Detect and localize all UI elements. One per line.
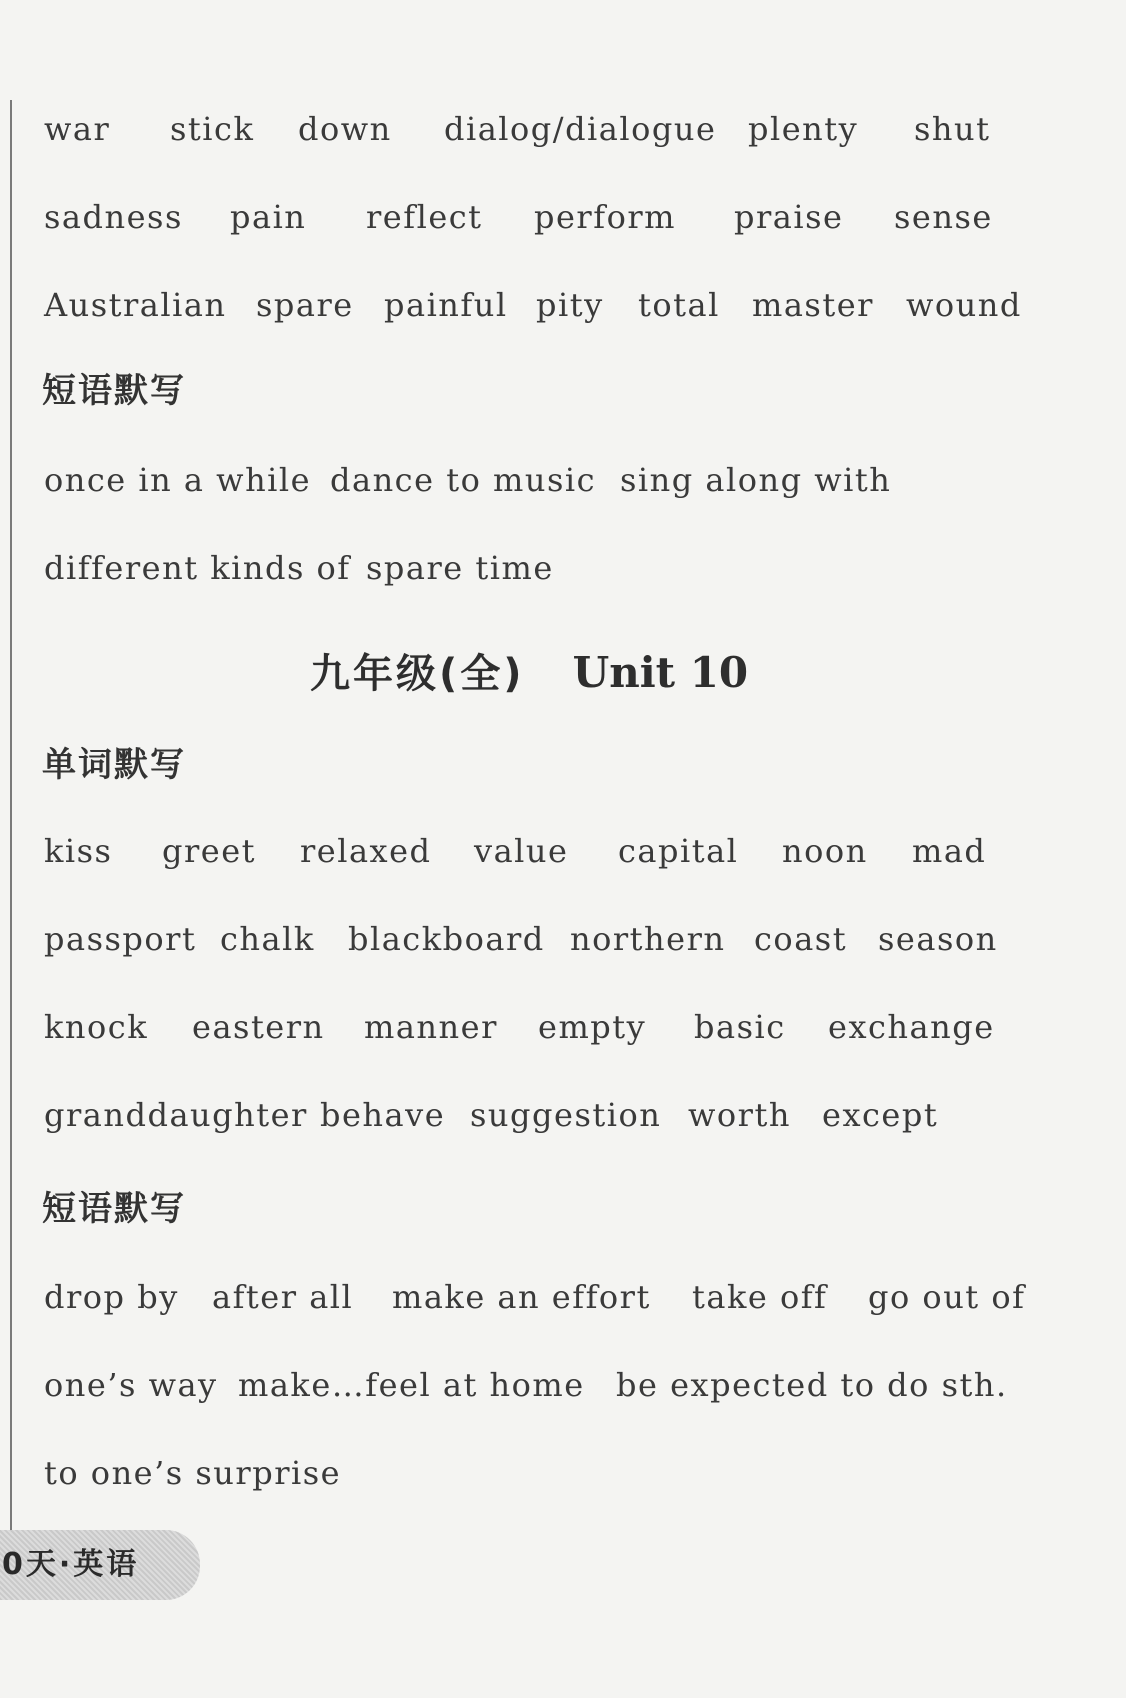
word-item: greet [162, 832, 257, 870]
phrase-item: make…feel at home [238, 1366, 585, 1404]
unit-title-grade: 九年级(全) [310, 651, 525, 697]
phrase-item: make an effort [392, 1278, 651, 1316]
phrase-item: spare time [366, 549, 554, 587]
footer-tab [0, 1530, 200, 1600]
word-item: passport [44, 920, 197, 958]
word-item: mad [912, 832, 987, 870]
phrase-item: sing along with [620, 461, 892, 499]
word-item: war [44, 110, 111, 148]
word-item: sadness [44, 198, 183, 236]
word-item: chalk [220, 920, 315, 958]
word-item: perform [534, 198, 676, 236]
word-item: eastern [192, 1008, 325, 1046]
phrase-section-label: 短语默写 [42, 371, 186, 411]
phrase-item: to one’s surprise [44, 1454, 342, 1492]
phrase-item: dance to music [330, 461, 597, 499]
word-item: relaxed [300, 832, 432, 870]
word-item: basic [694, 1008, 786, 1046]
word-item: sense [894, 198, 993, 236]
word-item: knock [44, 1008, 149, 1046]
word-item: coast [754, 920, 848, 958]
phrase-item: one’s way [44, 1366, 218, 1404]
word-item: season [878, 920, 998, 958]
word-item: suggestion [470, 1096, 662, 1134]
phrase-item: after all [212, 1278, 354, 1316]
word-item: wound [906, 286, 1022, 324]
word-item: exchange [828, 1008, 995, 1046]
word-item: granddaughter [44, 1096, 308, 1134]
word-item: master [752, 286, 874, 324]
word-item: reflect [366, 198, 483, 236]
word-item: spare [256, 286, 354, 324]
word-item: blackboard [348, 920, 545, 958]
page-margin-line [10, 100, 12, 1530]
phrase-item: go out of [868, 1278, 1026, 1316]
word-item: empty [538, 1008, 647, 1046]
word-item: plenty [748, 110, 859, 148]
word-item: shut [914, 110, 991, 148]
word-item: stick [170, 110, 255, 148]
phrase-item: once in a while [44, 461, 312, 499]
footer-text: 0天·英语 [2, 1547, 140, 1582]
word-item: kiss [44, 832, 113, 870]
unit-title [310, 645, 748, 710]
phrase-item: different kinds of [44, 549, 351, 587]
word-item: down [298, 110, 392, 148]
word-item: value [474, 832, 569, 870]
word-item: Australian [44, 286, 227, 324]
word-item: noon [782, 832, 868, 870]
word-item: except [822, 1096, 939, 1134]
phrase-section-label: 短语默写 [42, 1189, 186, 1229]
word-item: capital [618, 832, 739, 870]
word-item: northern [570, 920, 726, 958]
phrase-item: be expected to do sth. [616, 1366, 1008, 1404]
word-item: pain [230, 198, 307, 236]
unit-title-unit: Unit 10 [572, 648, 749, 697]
phrase-item: drop by [44, 1278, 179, 1316]
word-item: worth [688, 1096, 791, 1134]
phrase-item: take off [692, 1278, 828, 1316]
word-item: behave [320, 1096, 446, 1134]
word-item: total [638, 286, 720, 324]
word-item: pity [536, 286, 604, 324]
word-item: dialog/dialogue [444, 110, 717, 148]
word-section-label: 单词默写 [42, 745, 186, 785]
word-item: painful [384, 286, 508, 324]
word-item: manner [364, 1008, 498, 1046]
word-item: praise [734, 198, 844, 236]
